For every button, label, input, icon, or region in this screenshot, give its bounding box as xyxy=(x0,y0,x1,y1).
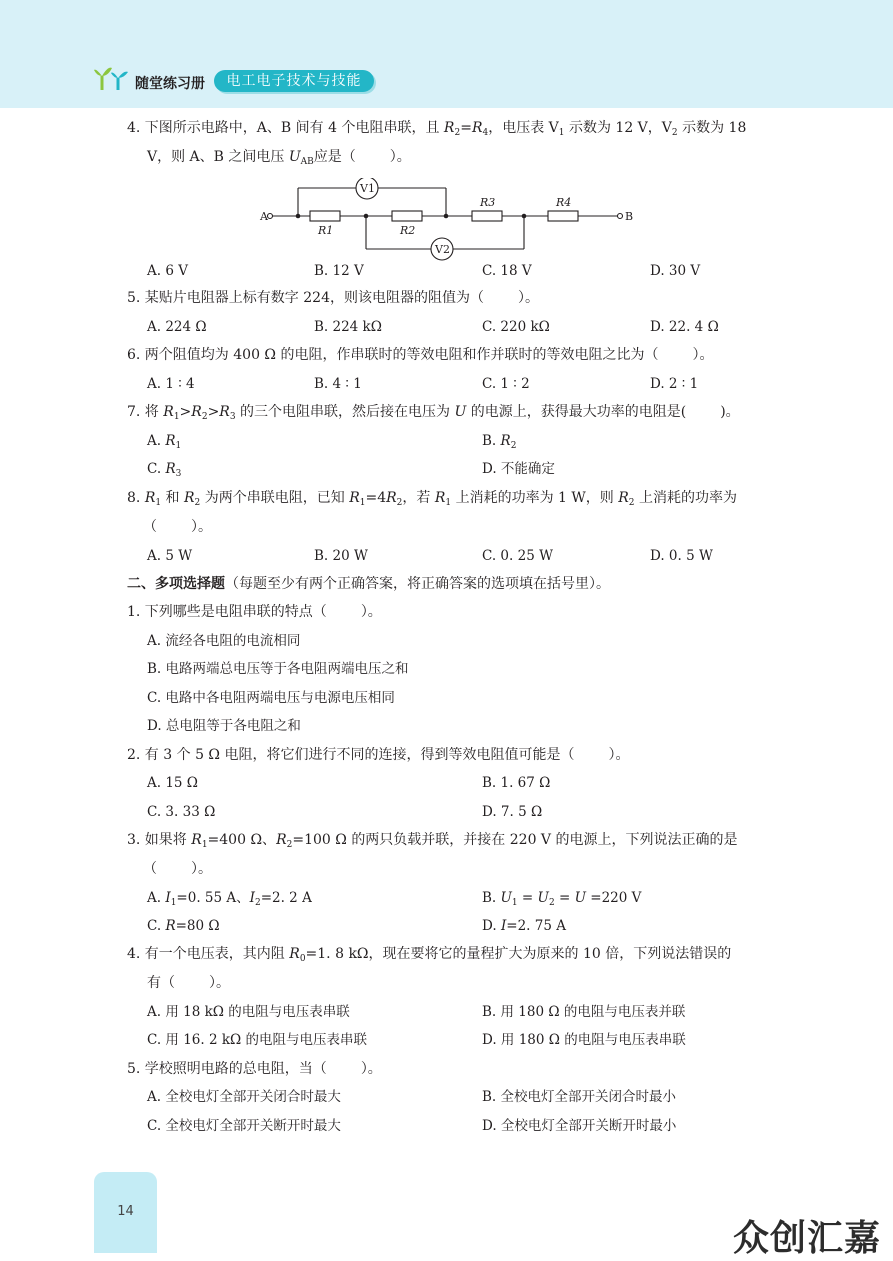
section-2-heading: 二、多项选择题（每题至少有两个正确答案，将正确答案的选项填在括号里）。 xyxy=(127,576,610,592)
node-a-label: A xyxy=(260,210,268,223)
q4-option-c: C. 18 V xyxy=(482,263,532,279)
r3-label: R3 xyxy=(480,196,496,209)
question-8-line-2: （ ）。 xyxy=(143,519,212,535)
header-wave-edge xyxy=(0,86,893,116)
q6-option-b: B. 4 ∶ 1 xyxy=(314,376,362,392)
q6-option-c: C. 1 ∶ 2 xyxy=(482,376,530,392)
q8-option-a: A. 5 W xyxy=(147,548,193,564)
m4-option-a: A. 用 18 kΩ 的电阻与电压表串联 xyxy=(147,1004,350,1020)
q5-option-a: A. 224 Ω xyxy=(147,319,207,335)
v2-label: V2 xyxy=(435,243,450,256)
q6-option-d: D. 2 ∶ 1 xyxy=(650,376,699,392)
q4-option-d: D. 30 V xyxy=(650,263,701,279)
m5-option-a: A. 全校电灯全部开关闭合时最大 xyxy=(147,1089,341,1105)
m5-option-c: C. 全校电灯全部开关断开时最大 xyxy=(147,1118,341,1134)
sprout-logo-icon xyxy=(94,62,130,92)
m3-option-a: A. $I_1=0$. 55 A、$I_2=2$. 2 A xyxy=(147,890,312,908)
q4-option-a: A. 6 V xyxy=(147,263,188,279)
multi-question-1-stem: 1. 下列哪些是电阻串联的特点（ ）。 xyxy=(127,604,382,620)
multi-question-2-stem: 2. 有 3 个 5 Ω 电阻，将它们进行不同的连接，得到等效电阻值可能是（ ）。 xyxy=(127,747,630,763)
question-6-stem: 6. 两个阻值均为 400 Ω 的电阻，作串联时的等效电阻和作并联时的等效电阻之比为（ ）。 xyxy=(127,347,714,363)
m2-option-c: C. 3. 33 Ω xyxy=(147,804,216,820)
m4-option-d: D. 用 180 Ω 的电阻与电压表串联 xyxy=(482,1032,686,1048)
m4-option-b: B. 用 180 Ω 的电阻与电压表并联 xyxy=(482,1004,686,1020)
q6-option-a: A. 1 ∶ 4 xyxy=(147,376,195,392)
q5-option-d: D. 22. 4 Ω xyxy=(650,319,719,335)
r4-label: R4 xyxy=(556,196,572,209)
m2-option-b: B. 1. 67 Ω xyxy=(482,775,551,791)
v1-label: V1 xyxy=(360,182,375,195)
q7-option-b: B. $R_2$ xyxy=(482,433,517,451)
multi-question-5-stem: 5. 学校照明电路的总电阻，当（ ）。 xyxy=(127,1061,382,1077)
q4-option-b: B. 12 V xyxy=(314,263,364,279)
r1-label: R1 xyxy=(318,224,334,237)
multi-question-3-line-2: （ ）。 xyxy=(143,861,212,877)
m5-option-b: B. 全校电灯全部开关闭合时最小 xyxy=(482,1089,677,1105)
series-resistor-circuit-diagram xyxy=(258,178,638,264)
subject-badge: 电工电子技术与技能 xyxy=(214,70,374,92)
watermark-logo: 众创汇嘉 xyxy=(733,1218,882,1259)
m3-option-c: C. R=80 Ω xyxy=(147,918,220,934)
q5-option-c: C. 220 kΩ xyxy=(482,319,550,335)
m1-option-a: A. 流经各电阻的电流相同 xyxy=(147,633,301,649)
question-4-line-2: V，则 A、B 之间电压 $U_{AB}$应是（ ）。 xyxy=(147,149,411,167)
m3-option-b: B. $U_1 = U_2 = U =220$ V xyxy=(482,890,642,908)
q8-option-b: B. 20 W xyxy=(314,548,368,564)
m5-option-d: D. 全校电灯全部开关断开时最小 xyxy=(482,1118,677,1134)
m1-option-c: C. 电路中各电阻两端电压与电源电压相同 xyxy=(147,690,395,706)
node-b-label: B xyxy=(625,210,634,223)
m4-option-c: C. 用 16. 2 kΩ 的电阻与电压表串联 xyxy=(147,1032,368,1048)
q7-option-d: D. 不能确定 xyxy=(482,461,555,477)
m2-option-d: D. 7. 5 Ω xyxy=(482,804,543,820)
m1-option-d: D. 总电阻等于各电阻之和 xyxy=(147,718,301,734)
multi-question-4-line-1: 4. 有一个电压表，其内阻 $R_0=1$. 8 kΩ，现在要将它的量程扩大为原来的 10 倍，下列说法错误的 xyxy=(127,946,732,964)
m1-option-b: B. 电路两端总电压等于各电阻两端电压之和 xyxy=(147,661,409,677)
book-name: 随堂练习册 xyxy=(135,76,205,92)
q8-option-c: C. 0. 25 W xyxy=(482,548,553,564)
question-5-stem: 5. 某贴片电阻器上标有数字 224，则该电阻器的阻值为（ ）。 xyxy=(127,290,539,306)
q7-option-c: C. $R_3$ xyxy=(147,461,182,479)
question-7-stem: 7. 将 $R_1>R_2>R_3$ 的三个电阻串联，然后接在电压为 U 的电源上，获得最大功率的电阻是( )。 xyxy=(127,404,740,422)
question-4-line-1: 4. 下图所示电路中，A、B 间有 4 个电阻串联，且 $R_2=R_4$，电压表 $V_1$ 示数为 12 V，$V_2$ 示数为 18 xyxy=(127,120,747,138)
multi-question-4-line-2: 有（ ）。 xyxy=(147,975,230,991)
m3-option-d: D. I=2. 75 A xyxy=(482,918,566,934)
m2-option-a: A. 15 Ω xyxy=(147,775,198,791)
multi-question-3-line-1: 3. 如果将 $R_1=400$ Ω、$R_2=100$ Ω 的两只负载并联，并接在 220 V 的电源上，下列说法正确的是 xyxy=(127,832,738,850)
page-number: 14 xyxy=(117,1204,134,1219)
q8-option-d: D. 0. 5 W xyxy=(650,548,713,564)
q7-option-a: A. $R_1$ xyxy=(147,433,182,451)
question-8-line-1: 8. $R_1$ 和 $R_2$ 为两个串联电阻，已知 $R_1=4R_2$，若 $R_1$ 上消耗的功率为 1 W，则 $R_2$ 上消耗的功率为 xyxy=(127,490,737,508)
q5-option-b: B. 224 kΩ xyxy=(314,319,382,335)
r2-label: R2 xyxy=(400,224,416,237)
